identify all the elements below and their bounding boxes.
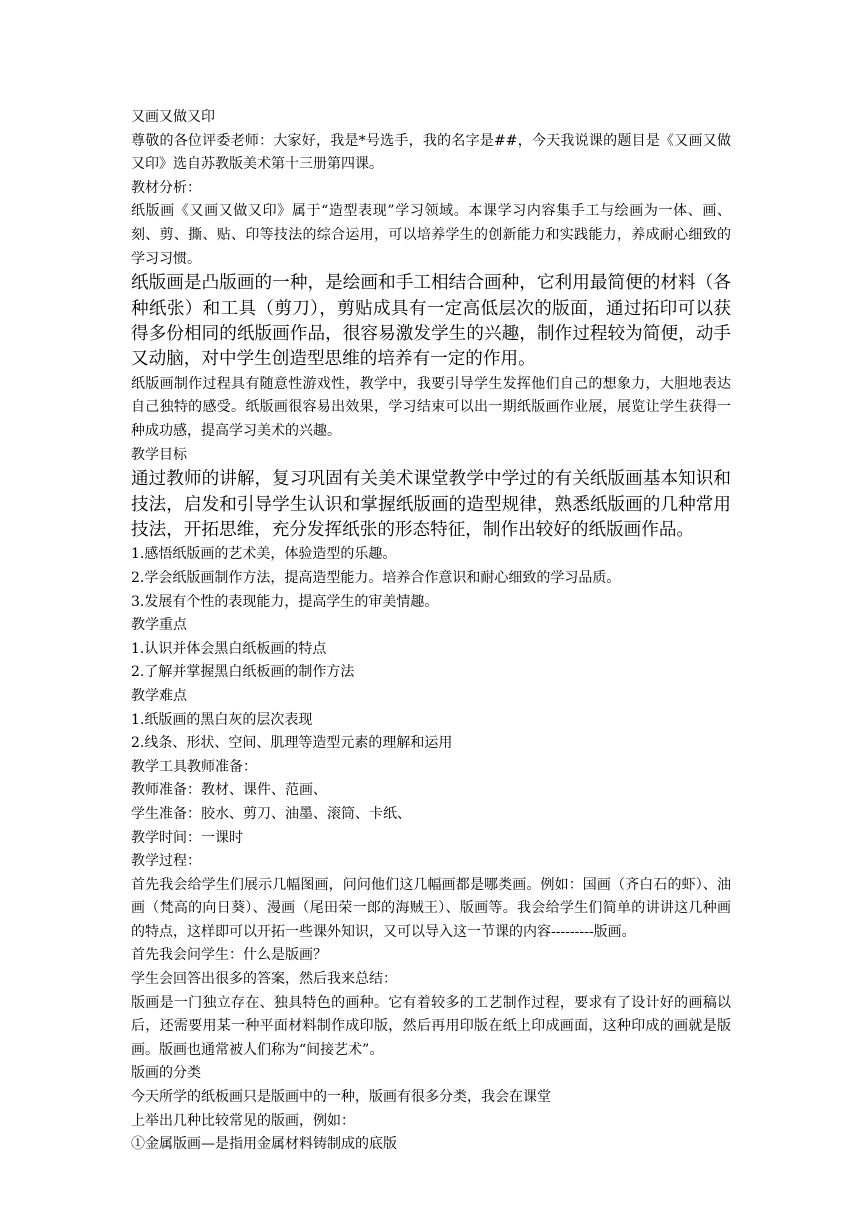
list-item: 2.线条、形状、空间、肌理等造型元素的理解和运用 <box>131 735 453 752</box>
doc-title: 又画又做又印 <box>131 109 215 125</box>
paragraph: 纸版画《又画又做又印》属于“造型表现”学习领域。本课学习内容集手工与绘画为一体、画、刻、剪、撕、贴、印等技法的综合运用，可以培养学生的创新能力和实践能力，养成耐心细致的学习习惯。 <box>131 203 731 267</box>
section-heading: 教学重点 <box>131 617 187 634</box>
section-heading: 教学过程： <box>131 853 201 870</box>
paragraph: 教学时间：一课时 <box>131 829 243 846</box>
list-item: 1.认识并体会黑白纸板画的特点 <box>131 640 327 657</box>
paragraph: 学生会回答出很多的答案，然后我来总结： <box>131 971 397 988</box>
list-item: 2.了解并掌握黑白纸板画的制作方法 <box>131 664 355 681</box>
paragraph: 教师准备：教材、课件、范画、 <box>131 782 327 799</box>
list-item: 3.发展有个性的表现能力，提高学生的审美情趣。 <box>131 593 439 610</box>
section-heading: 教学工具教师准备： <box>131 758 257 775</box>
section-heading: 教学难点 <box>131 687 187 704</box>
paragraph: 今天所学的纸板画只是版画中的一种，版画有很多分类，我会在课堂 <box>131 1089 551 1106</box>
list-item: 2.学会纸版画制作方法，提高造型能力。培养合作意识和耐心细致的学习品质。 <box>131 569 621 586</box>
section-heading: 版画的分类 <box>131 1065 201 1082</box>
section-heading: 教材分析： <box>131 179 201 196</box>
paragraph: 版画是一门独立存在、独具特色的画种。它有着较多的工艺制作过程，要求有了设计好的画稿以后，还需要用某一种平面材料制作成印版，然后再用印版在纸上印成画面，这种印成的画就是版画。版画也通常被人们称为“间接艺术”。 <box>131 994 731 1058</box>
paragraph: 首先我会问学生：什么是版画？ <box>131 947 327 964</box>
paragraph: 上举出几种比较常见的版画，例如： <box>131 1112 355 1129</box>
list-item: 1.感悟纸版画的艺术美，体验造型的乐趣。 <box>131 546 397 563</box>
section-heading: 教学目标 <box>131 446 187 463</box>
paragraph: 首先我会给学生们展示几幅图画，问问他们这几幅画都是哪类画。例如：国画（齐白石的虾）、油画（梵高的向日葵）、漫画（尾田荣一郎的海贼王）、版画等。我会给学生们简单的讲讲这几种画的特点，这样即可以开拓一些课外知识，又可以导入这一节课的内容---------版画。 <box>131 876 731 940</box>
paragraph: 纸版画制作过程具有随意性游戏性，教学中，我要引导学生发挥他们自己的想象力，大胆地表达自己独特的感受。纸版画很容易出效果，学习结束可以出一期纸版画作业展，展览让学生获得一种成功感，提高学习美术的兴趣。 <box>131 375 731 439</box>
list-item: ①金属版画—是指用金属材料铸制成的底版 <box>131 1136 397 1153</box>
list-item: 1.纸版画的黑白灰的层次表现 <box>131 711 313 728</box>
paragraph-large: 纸版画是凸版画的一种，是绘画和手工相结合画种，它利用最简便的材料（各种纸张）和工具（剪刀），剪贴成具有一定高低层次的版面，通过拓印可以获得多份相同的纸版画作品，很容易激发学生的兴趣，制作过程较为简便，动手又动脑，对中学生创造型思维的培养有一定的作用。 <box>131 273 731 370</box>
paragraph: 尊敬的各位评委老师：大家好，我是*号选手，我的名字是##，今天我说课的题目是《又画又做又印》选自苏教版美术第十三册第四课。 <box>131 132 731 173</box>
paragraph-large: 通过教师的讲解，复习巩固有关美术课堂教学中学过的有关纸版画基本知识和技法，启发和引导学生认识和掌握纸版画的造型规律，熟悉纸版画的几种常用技法，开拓思维，充分发挥纸张的形态特征，制作出较好的纸版画作品。 <box>131 469 731 540</box>
document-page <box>131 106 731 1157</box>
paragraph: 学生准备：胶水、剪刀、油墨、滚筒、卡纸、 <box>131 805 411 822</box>
